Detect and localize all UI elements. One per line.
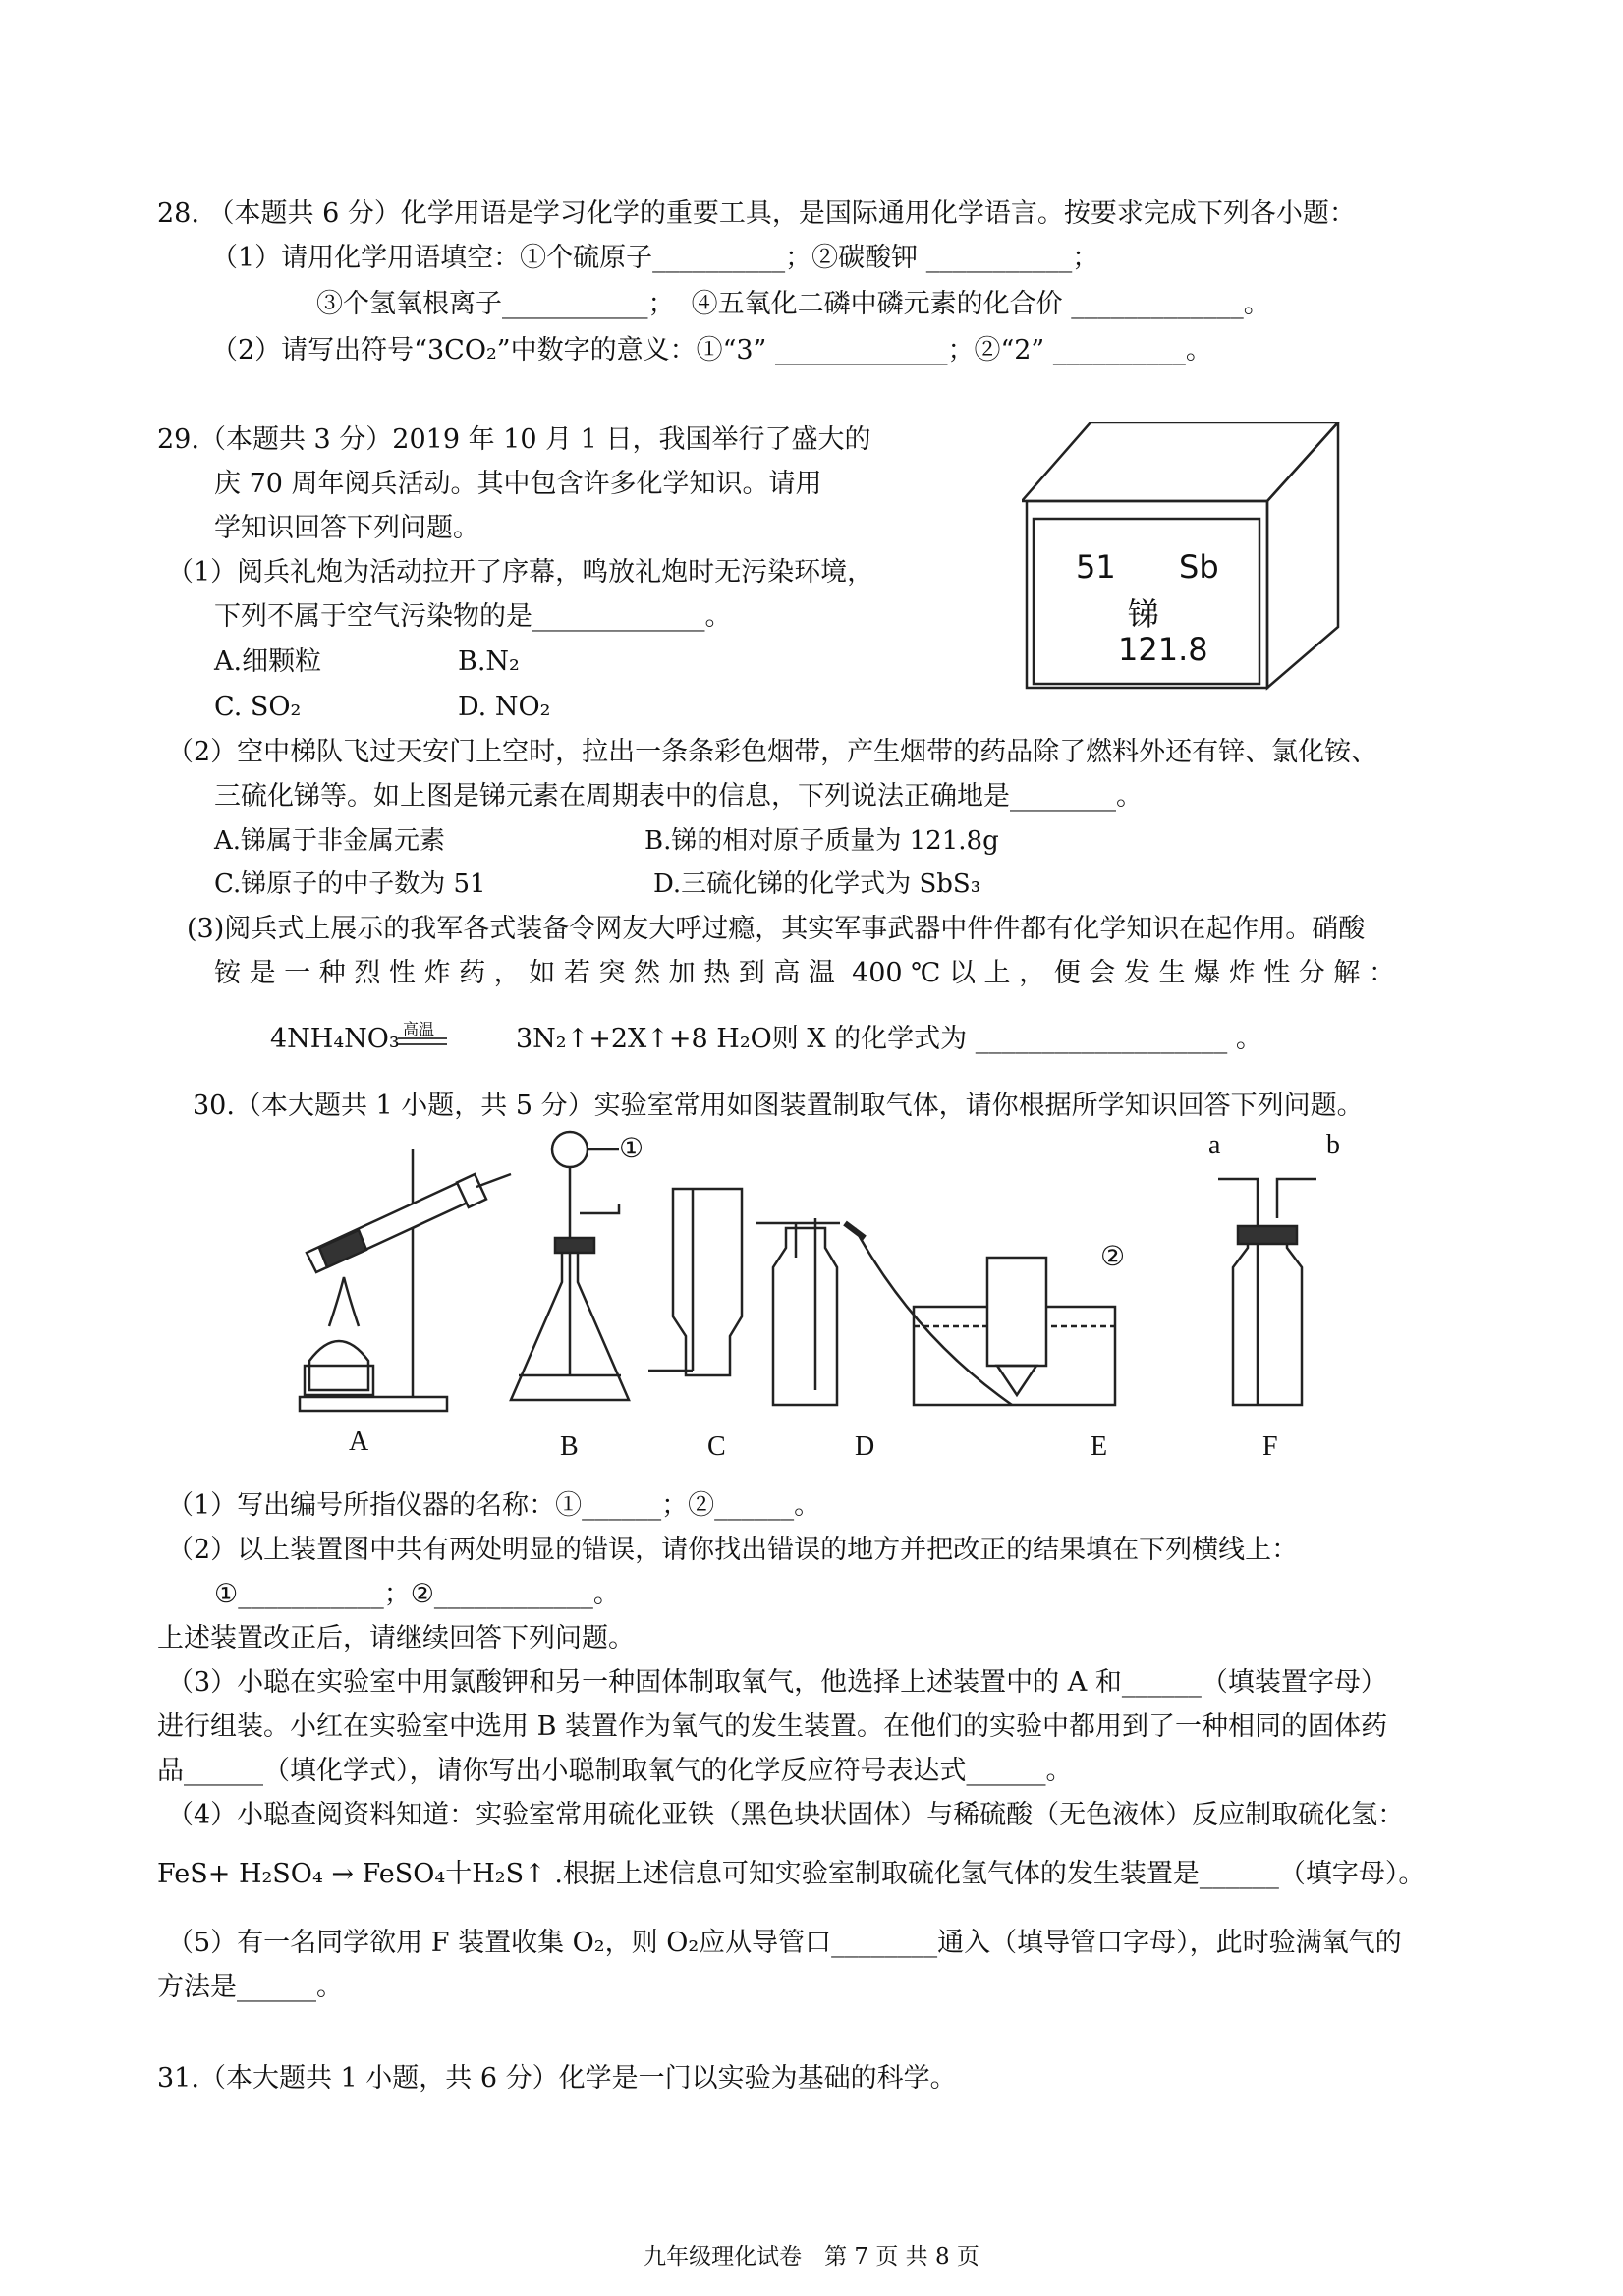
- apparatus-b-icon: [511, 1132, 629, 1400]
- q31-heading: 31.（本大题共 1 小题，共 6 分）化学是一门以实验为基础的科学。: [157, 2063, 957, 2094]
- antimony-element-card: [1022, 422, 1356, 701]
- q29-part2-option-a: A.锑属于非金属元素: [214, 826, 446, 856]
- apparatus-d-label: D: [855, 1431, 875, 1462]
- element-symbol: Sb: [1179, 548, 1219, 586]
- q30-part4-line1: （4）小聪查阅资料知道：实验室常用硫化亚铁（黑色块状固体）与稀硫酸（无色液体）反应制取硫化氢：: [167, 1800, 1405, 1830]
- apparatus-a-label: A: [349, 1427, 369, 1457]
- mark-1-label: ①: [619, 1134, 644, 1164]
- page-footer: 九年级理化试卷 第 7 页 共 8 页: [644, 2244, 979, 2269]
- q30-part3-line2: 进行组装。小红在实验室中选用 B 装置作为氧气的发生装置。在他们的实验中都用到了一种相同的固体药: [157, 1711, 1388, 1742]
- q29-heading: 29.（本题共 3 分）2019 年 10 月 1 日，我国举行了盛大的: [157, 424, 871, 455]
- q28-heading: 28. （本题共 6 分）化学用语是学习化学的重要工具，是国际通用化学语言。按要求完成下列各小题：: [157, 198, 1356, 229]
- tube-b-label: b: [1326, 1130, 1340, 1160]
- q29-part2-option-b: B.锑的相对原子质量为 121.8g: [644, 826, 999, 856]
- q29-equation-arrow-2: [398, 1043, 447, 1045]
- q30-part2-line3: 上述装置改正后，请继续回答下列问题。: [157, 1623, 635, 1653]
- q29-line3: 学知识回答下列问题。: [214, 513, 479, 543]
- q29-part3-line2: 铵 是 一 种 烈 性 炸 药 ， 如 若 突 然 加 热 到 高 温 400 ℃ 以 上 ， 便 会 发 生 爆 炸 性 分 解 ：: [214, 958, 1395, 988]
- apparatus-e-icon: [845, 1223, 1115, 1405]
- q30-part1: （1）写出编号所指仪器的名称：①______；②______。: [167, 1490, 821, 1521]
- q29-line2: 庆 70 周年阅兵活动。其中包含许多化学知识。请用: [214, 469, 822, 499]
- q30-part4-line2: FeS+ H₂SO₄ → FeSO₄十H₂S↑ .根据上述信息可知实验室制取硫化氢气体的发生装置是______（填字母）。: [157, 1859, 1426, 1889]
- q29-equation-arrow: [398, 1037, 447, 1039]
- lab-apparatus-figure: [275, 1130, 1356, 1462]
- q30-part2-line2: ①___________；②____________。: [214, 1579, 620, 1609]
- q29-part2-option-c: C.锑原子的中子数为 51: [214, 869, 486, 899]
- q28-part1-line1: （1）请用化学用语填空：①个硫原子__________；②碳酸钾 ___________；: [211, 243, 1099, 273]
- q29-option-d: D. NO₂: [458, 692, 551, 722]
- apparatus-c-icon: [648, 1189, 742, 1375]
- element-atomic-mass: 121.8: [1118, 631, 1208, 668]
- tube-a-label: a: [1208, 1130, 1221, 1160]
- apparatus-d-icon: [756, 1218, 840, 1405]
- q29-part2-line1: （2）空中梯队飞过天安门上空时，拉出一条条彩色烟带，产生烟带的药品除了燃料外还有锌、氯化铵、: [167, 737, 1378, 767]
- element-name: 锑: [1128, 595, 1160, 633]
- q30-part2-line1: （2）以上装置图中共有两处明显的错误，请你找出错误的地方并把改正的结果填在下列横线上：: [167, 1535, 1299, 1565]
- q29-option-a: A.细颗粒: [214, 646, 322, 677]
- apparatus-e-label: E: [1091, 1431, 1108, 1462]
- q30-part5-line1: （5）有一名同学欲用 F 装置收集 O₂，则 O₂应从导管口________通入（填导管口字母），此时验满氧气的: [167, 1928, 1402, 1958]
- apparatus-f-icon: [1218, 1179, 1316, 1405]
- q29-part2-line2: 三硫化锑等。如上图是锑元素在周期表中的信息，下列说法正确地是________。: [214, 781, 1143, 812]
- q29-equation-right: 3N₂↑+2X↑+8 H₂O则 X 的化学式为 ___________________ 。: [516, 1024, 1262, 1054]
- q29-equation-condition: 高温: [403, 1020, 435, 1038]
- apparatus-f-label: F: [1262, 1431, 1278, 1462]
- q30-part3-line3: 品______（填化学式），请你写出小聪制取氧气的化学反应符号表达式______。: [157, 1756, 1073, 1786]
- q30-part3-line1: （3）小聪在实验室中用氯酸钾和另一种固体制取氧气，他选择上述装置中的 A 和______（填装置字母）: [167, 1667, 1387, 1698]
- q30-heading: 30.（本大题共 1 小题，共 5 分）实验室常用如图装置制取气体，请你根据所学知识回答下列问题。: [193, 1091, 1364, 1121]
- apparatus-b-label: B: [560, 1431, 579, 1462]
- mark-2-label: ②: [1100, 1242, 1126, 1272]
- q29-part1-line2: 下列不属于空气污染物的是_____________。: [214, 601, 732, 632]
- q30-part5-line2: 方法是______。: [157, 1972, 343, 2002]
- q29-part1-line1: （1）阅兵礼炮为活动拉开了序幕，鸣放礼炮时无污染环境，: [167, 557, 874, 588]
- q28-part2: （2）请写出符号“3CO₂”中数字的意义：①“3” _____________；②“2” __________。: [211, 335, 1212, 365]
- q29-equation-left: 4NH₄NO₃: [270, 1024, 400, 1054]
- apparatus-a-icon: [300, 1149, 511, 1411]
- q29-option-b: B.N₂: [458, 646, 520, 677]
- q29-part3-line1: (3)阅兵式上展示的我军各式装备令网友大呼过瘾，其实军事武器中件件都有化学知识在起作用。硝酸: [187, 914, 1366, 944]
- q29-option-c: C. SO₂: [214, 692, 302, 722]
- q29-part2-option-d: D.三硫化锑的化学式为 SbS₃: [653, 869, 981, 899]
- q28-part1-line2: ③个氢氧根离子___________； ④五氧化二磷中磷元素的化合价 _____________。: [316, 289, 1270, 319]
- apparatus-c-label: C: [707, 1431, 726, 1462]
- element-atomic-number: 51: [1076, 548, 1116, 586]
